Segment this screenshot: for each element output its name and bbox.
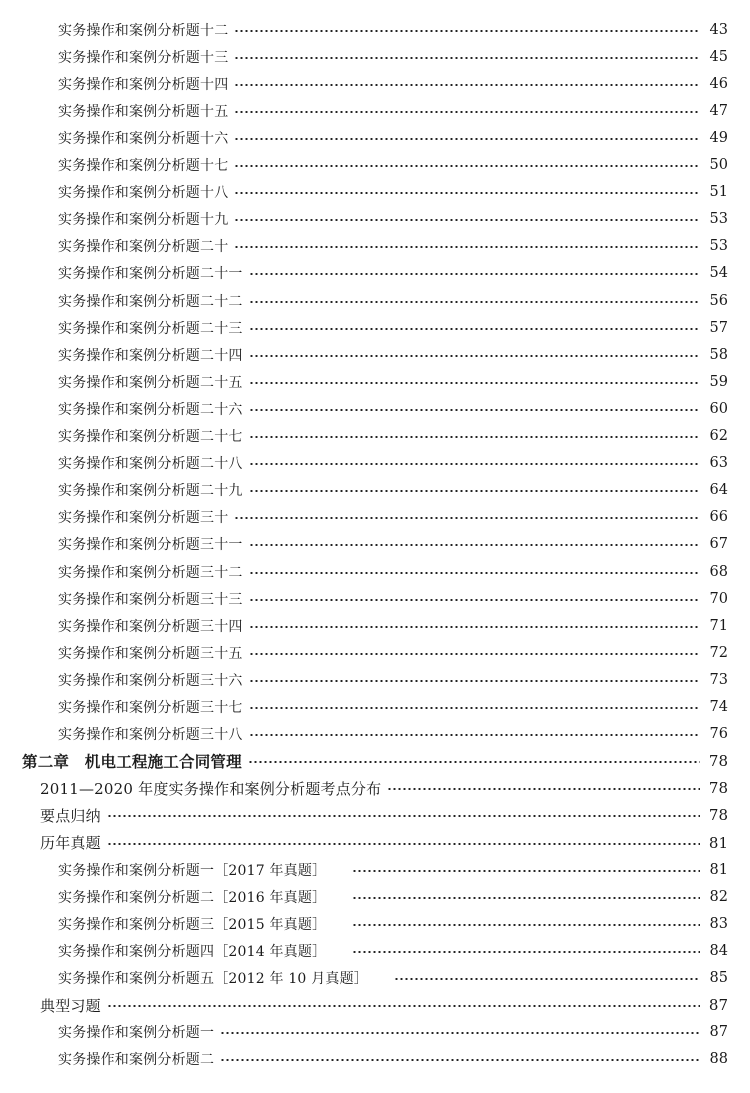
- dot-leader: [249, 436, 700, 438]
- toc-entry[interactable]: [0, 152, 728, 179]
- page-number: 72: [709, 644, 728, 661]
- page-number: 74: [709, 699, 728, 715]
- dot-leader: [249, 680, 700, 682]
- toc-entry[interactable]: [0, 179, 728, 206]
- toc-entry[interactable]: [0, 16, 728, 43]
- toc-entry[interactable]: [0, 1046, 728, 1073]
- entry-title: 实务操作和案例分析题五［2012 年 10 月真题］: [58, 971, 368, 987]
- entry-title: 2011—2020 年度实务操作和案例分析题考点分布: [40, 779, 382, 798]
- entry-title: 实务操作和案例分析题二十一: [58, 266, 243, 283]
- page-number: 47: [709, 102, 728, 119]
- entry-title: 实务操作和案例分析题三十四: [58, 618, 243, 635]
- toc-entry[interactable]: [0, 368, 728, 395]
- page-number: 43: [709, 21, 728, 38]
- toc-entry[interactable]: [0, 477, 728, 504]
- toc-entry[interactable]: [0, 423, 728, 450]
- entry-title: 要点归纳: [40, 806, 101, 825]
- entry-title: 实务操作和案例分析题二［2016 年真题］: [58, 889, 327, 906]
- entry-title: 第二章 机电工程施工合同管理: [22, 752, 242, 772]
- toc-entry[interactable]: [0, 395, 728, 422]
- dot-leader: [107, 1005, 700, 1007]
- page-number: 57: [709, 319, 728, 336]
- dot-leader: [234, 84, 700, 86]
- dot-leader: [107, 815, 700, 817]
- dot-leader: [394, 978, 700, 980]
- dot-leader: [234, 57, 700, 59]
- toc-entry[interactable]: [0, 233, 728, 260]
- page-number: 83: [709, 915, 728, 932]
- toc-entry[interactable]: [0, 531, 728, 558]
- dot-leader: [387, 788, 700, 790]
- entry-title: 实务操作和案例分析题二十七: [58, 429, 243, 445]
- entry-title: 实务操作和案例分析题三十六: [58, 672, 243, 689]
- entry-title: 实务操作和案例分析题三十五: [58, 645, 243, 662]
- dot-leader: [249, 626, 700, 628]
- toc-entry[interactable]: [0, 124, 728, 151]
- toc-entry[interactable]: [0, 70, 728, 97]
- dot-leader: [234, 192, 700, 194]
- section-entry[interactable]: [0, 775, 728, 802]
- toc-entry[interactable]: [0, 639, 728, 666]
- toc-entry[interactable]: [0, 287, 728, 314]
- dot-leader: [220, 1032, 700, 1034]
- dot-leader: [107, 843, 700, 845]
- dot-leader: [249, 707, 700, 709]
- page-number: 63: [709, 455, 728, 472]
- toc-entry[interactable]: [0, 612, 728, 639]
- entry-title: 实务操作和案例分析题二十二: [58, 293, 243, 310]
- dot-leader: [249, 544, 700, 546]
- dot-leader: [249, 273, 700, 275]
- page-number: 73: [709, 671, 728, 688]
- entry-title: 实务操作和案例分析题二十: [58, 239, 229, 256]
- entry-title: 实务操作和案例分析题二十六: [58, 401, 243, 418]
- page-number: 62: [709, 428, 728, 444]
- entry-title: 典型习题: [40, 996, 101, 1015]
- dot-leader: [248, 761, 700, 763]
- dot-leader: [234, 246, 700, 248]
- entry-title: 实务操作和案例分析题二十八: [58, 456, 243, 473]
- entry-title: 历年真题: [40, 834, 101, 852]
- page-number: 78: [708, 752, 728, 771]
- page-number: 66: [709, 509, 728, 526]
- toc-entry[interactable]: [0, 314, 728, 341]
- entry-title: 实务操作和案例分析题十六: [58, 130, 229, 147]
- page-number: 67: [709, 536, 728, 553]
- entry-title: 实务操作和案例分析题一: [58, 1025, 215, 1042]
- page-number: 60: [709, 400, 728, 417]
- entry-title: 实务操作和案例分析题二十五: [58, 374, 243, 391]
- dot-leader: [234, 111, 700, 113]
- dot-leader: [249, 409, 700, 411]
- page-number: 49: [709, 129, 728, 146]
- dot-leader: [352, 951, 700, 953]
- page-number: 51: [709, 184, 728, 201]
- toc-entry[interactable]: [0, 666, 728, 693]
- toc-entry[interactable]: [0, 97, 728, 124]
- page-number: 85: [709, 970, 728, 986]
- toc-entry[interactable]: [0, 856, 728, 883]
- entry-title: 实务操作和案例分析题三［2015 年真题］: [58, 916, 327, 933]
- entry-title: 实务操作和案例分析题十二: [58, 22, 229, 39]
- dot-leader: [249, 490, 700, 492]
- entry-title: 实务操作和案例分析题三十三: [58, 591, 243, 608]
- toc-entry[interactable]: [0, 504, 728, 531]
- page-number: 87: [708, 996, 728, 1015]
- dot-leader: [352, 897, 700, 899]
- page-number: 58: [709, 346, 728, 363]
- entry-title: 实务操作和案例分析题一［2017 年真题］: [58, 862, 327, 879]
- toc-entry[interactable]: [0, 910, 728, 937]
- toc-entry[interactable]: [0, 585, 728, 612]
- entry-title: 实务操作和案例分析题三十一: [58, 537, 243, 554]
- page-number: 53: [709, 211, 728, 228]
- chapter-entry[interactable]: [0, 748, 728, 775]
- dot-leader: [249, 572, 700, 574]
- entry-title: 实务操作和案例分析题十七: [58, 158, 229, 174]
- dot-leader: [234, 30, 700, 32]
- toc-entry[interactable]: [0, 694, 728, 721]
- section-entry[interactable]: [0, 992, 728, 1019]
- dot-leader: [234, 138, 700, 140]
- dot-leader: [220, 1059, 700, 1061]
- dot-leader: [249, 382, 700, 384]
- toc-entry[interactable]: [0, 341, 728, 368]
- entry-title: 实务操作和案例分析题三十二: [58, 564, 243, 581]
- page-number: 59: [709, 373, 728, 390]
- entry-title: 实务操作和案例分析题二十四: [58, 347, 243, 364]
- entry-title: 实务操作和案例分析题十八: [58, 185, 229, 202]
- page-number: 45: [709, 48, 728, 65]
- dot-leader: [249, 734, 700, 736]
- toc-entry[interactable]: [0, 721, 728, 748]
- page-number: 76: [709, 726, 728, 743]
- toc-entry[interactable]: [0, 937, 728, 964]
- page-number: 78: [708, 779, 728, 798]
- dot-leader: [234, 165, 700, 167]
- section-entry[interactable]: [0, 829, 728, 856]
- page-number: 71: [709, 617, 728, 634]
- toc-entry[interactable]: [0, 883, 728, 910]
- dot-leader: [234, 517, 700, 519]
- page-number: 81: [709, 861, 728, 878]
- page-number: 64: [709, 482, 728, 499]
- page-number: 54: [709, 265, 728, 282]
- toc-entry[interactable]: [0, 965, 728, 992]
- dot-leader: [249, 653, 700, 655]
- dot-leader: [234, 219, 700, 221]
- page-number: 53: [709, 238, 728, 255]
- dot-leader: [249, 301, 700, 303]
- toc-entry[interactable]: [0, 1019, 728, 1046]
- toc-entry[interactable]: [0, 260, 728, 287]
- page-number: 87: [709, 1024, 728, 1041]
- page-number: 56: [709, 292, 728, 309]
- page-number: 68: [709, 563, 728, 580]
- dot-leader: [352, 870, 700, 872]
- page-number: 70: [709, 590, 728, 607]
- page-number: 88: [709, 1051, 728, 1068]
- page-number: 84: [709, 942, 728, 959]
- dot-leader: [249, 463, 700, 465]
- entry-title: 实务操作和案例分析题四［2014 年真题］: [58, 943, 327, 960]
- page-number: 50: [709, 157, 728, 173]
- page-number: 81: [708, 833, 728, 852]
- entry-title: 实务操作和案例分析题二十九: [58, 483, 243, 500]
- entry-title: 实务操作和案例分析题二十三: [58, 320, 243, 337]
- dot-leader: [249, 599, 700, 601]
- entry-title: 实务操作和案例分析题十四: [58, 76, 229, 93]
- entry-title: 实务操作和案例分析题三十: [58, 510, 229, 527]
- entry-title: 实务操作和案例分析题三十七: [58, 700, 243, 716]
- page-number: 46: [709, 75, 728, 92]
- page-number: 82: [709, 888, 728, 905]
- entry-title: 实务操作和案例分析题十三: [58, 49, 229, 66]
- dot-leader: [352, 924, 700, 926]
- toc-entry[interactable]: [0, 450, 728, 477]
- entry-title: 实务操作和案例分析题十九: [58, 212, 229, 229]
- toc-entry[interactable]: [0, 206, 728, 233]
- entry-title: 实务操作和案例分析题十五: [58, 103, 229, 120]
- toc-entry[interactable]: [0, 558, 728, 585]
- entry-title: 实务操作和案例分析题二: [58, 1052, 215, 1069]
- dot-leader: [249, 355, 700, 357]
- toc-entry[interactable]: [0, 43, 728, 70]
- entry-title: 实务操作和案例分析题三十八: [58, 727, 243, 744]
- section-entry[interactable]: [0, 802, 728, 829]
- page-number: 78: [708, 806, 728, 825]
- dot-leader: [249, 328, 700, 330]
